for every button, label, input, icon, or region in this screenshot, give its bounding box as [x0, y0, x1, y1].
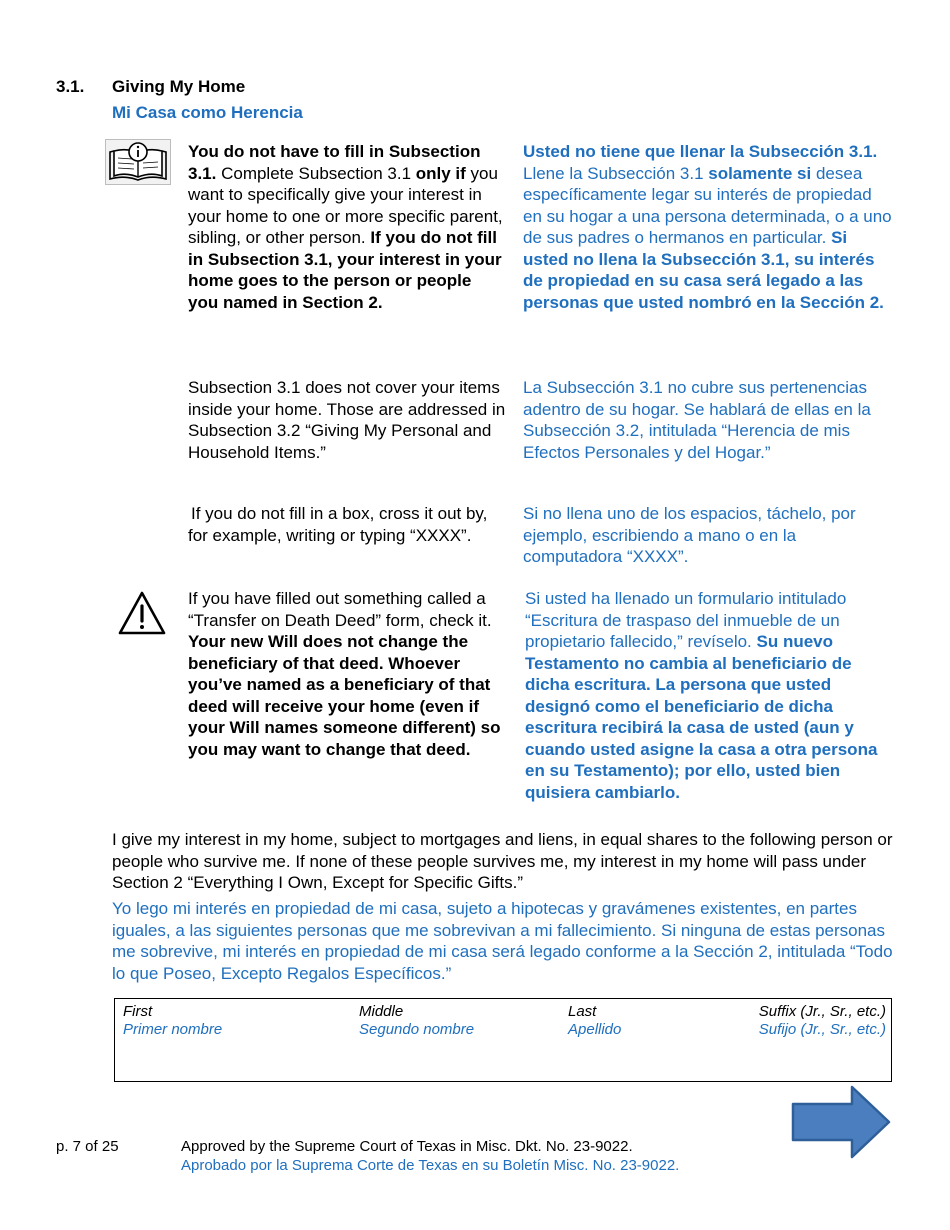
suffix-label-spanish: Sufijo (Jr., Sr., etc.)	[758, 1021, 886, 1038]
bold-text-run: If you do not fill in Subsection 3.1, your interest in your home goes to the person or people you named in Section 2.	[188, 228, 502, 312]
text-run: you want to specifically give your interest in your home to one or more specific parent, sibling, or other person.	[188, 163, 503, 247]
beneficiary-name-field[interactable]	[114, 998, 892, 1082]
scope-note-english: Subsection 3.1 does not cover your items inside your home. Those are addressed in Subsection 3.2 “Giving My Personal and Household Items.”	[188, 378, 506, 462]
bold-text-run: Si usted no llena la Subsección 3.1, su interés de propiedad en su casa será legado a las personas que usted nombró en la Sección 2.	[523, 228, 884, 312]
bold-text-run: only if	[415, 163, 466, 183]
cross-out-note-spanish: Si no llena uno de los espacios, táchelo, por ejemplo, escribiendo a mano o en la computadora “XXXX”.	[523, 504, 856, 566]
gift-statement-spanish: Yo lego mi interés en propiedad de mi casa, sujeto a hipotecas y gravámenes existentes, en partes iguales, a las siguientes personas que me sobrevivan a mi fallecimiento. Si ninguna de estas personas me sobrevive, mi interés en propiedad de mi casa será legado conforme a la Sección 2, intitulada “Todo lo que Poseo, Excepto Regalos Específicos.”	[112, 899, 893, 983]
bold-text-run: You do not have to fill in Subsection 3.1.	[188, 142, 481, 183]
approval-note: Approved by the Supreme Court of Texas in Misc. Dkt. No. 23-9022.	[181, 1138, 633, 1155]
deed-warning-english	[188, 588, 506, 760]
section-title-spanish: Mi Casa como Herencia	[112, 103, 303, 122]
next-page-arrow-icon[interactable]	[790, 1084, 892, 1160]
gift-statement-english: I give my interest in my home, subject to mortgages and liens, in equal shares to the following person or people who survive me. If none of these people survives me, my interest in my home will pass under Section 2 “Everything I Own, Except for Specific Gifts.”	[112, 830, 893, 892]
text-run: Llene la Subsección 3.1	[523, 163, 709, 183]
scope-note-spanish: La Subsección 3.1 no cubre sus pertenencias adentro de su hogar. Se hablará de ellas en la Subsección 3.2, intitulada “Herencia de mis Efectos Personales y del Hogar.”	[523, 378, 871, 462]
first-name-label-spanish: Primer nombre	[123, 1021, 223, 1038]
last-name-label-spanish: Apellido	[568, 1021, 622, 1038]
section-number: 3.1.	[56, 77, 85, 96]
bold-text-run: Usted no tiene que llenar la Subsección 3.1.	[523, 142, 878, 161]
suffix-label: Suffix (Jr., Sr., etc.)	[758, 1003, 886, 1020]
cross-out-note-english: If you do not fill in a box, cross it out by, for example, writing or typing “XXXX”.	[188, 504, 488, 545]
bold-text-run: Su nuevo Testamento no cambia al beneficiario de dicha escritura. La persona que usted designó como el beneficiario de dicha escritura recibirá la casa de usted (aun y cuando usted asigne la casa a otra persona en su Testamento); por ello, usted bien quisiera cambiarlo.	[525, 632, 878, 802]
text-run: If you have filled out something called a “Transfer on Death Deed” form, check it.	[188, 589, 492, 630]
bold-text-run: Your new Will does not change the beneficiary of that deed. Whoever you’ve named as a beneficiary of that deed will receive your home (even if your Will names someone different) so you may want to change that deed.	[188, 632, 501, 759]
text-run: desea específicamente legar su interés de propiedad en su hogar a una persona determinada, o a uno de sus padres o hermanos en particular.	[523, 163, 892, 247]
section-title: Giving My Home	[112, 77, 246, 96]
middle-name-label-spanish: Segundo nombre	[359, 1021, 475, 1038]
warning-triangle-icon	[116, 588, 168, 638]
text-run: Complete Subsection 3.1	[216, 163, 416, 183]
notice-spanish	[523, 141, 895, 313]
middle-name-label: Middle	[359, 1003, 404, 1020]
approval-note-spanish: Aprobado por la Suprema Corte de Texas en su Boletín Misc. No. 23-9022.	[181, 1157, 680, 1174]
text-run: Si usted ha llenado un formulario intitulado “Escritura de traspaso del inmueble de un propietario fallecido,” revíselo.	[525, 589, 847, 651]
bold-text-run: solamente si	[708, 163, 812, 183]
book-info-icon	[105, 139, 171, 185]
first-name-label: First	[123, 1003, 153, 1020]
notice-english	[188, 141, 506, 313]
deed-warning-spanish	[525, 588, 897, 803]
last-name-label: Last	[568, 1003, 597, 1020]
page-number: p. 7 of 25	[56, 1138, 119, 1155]
